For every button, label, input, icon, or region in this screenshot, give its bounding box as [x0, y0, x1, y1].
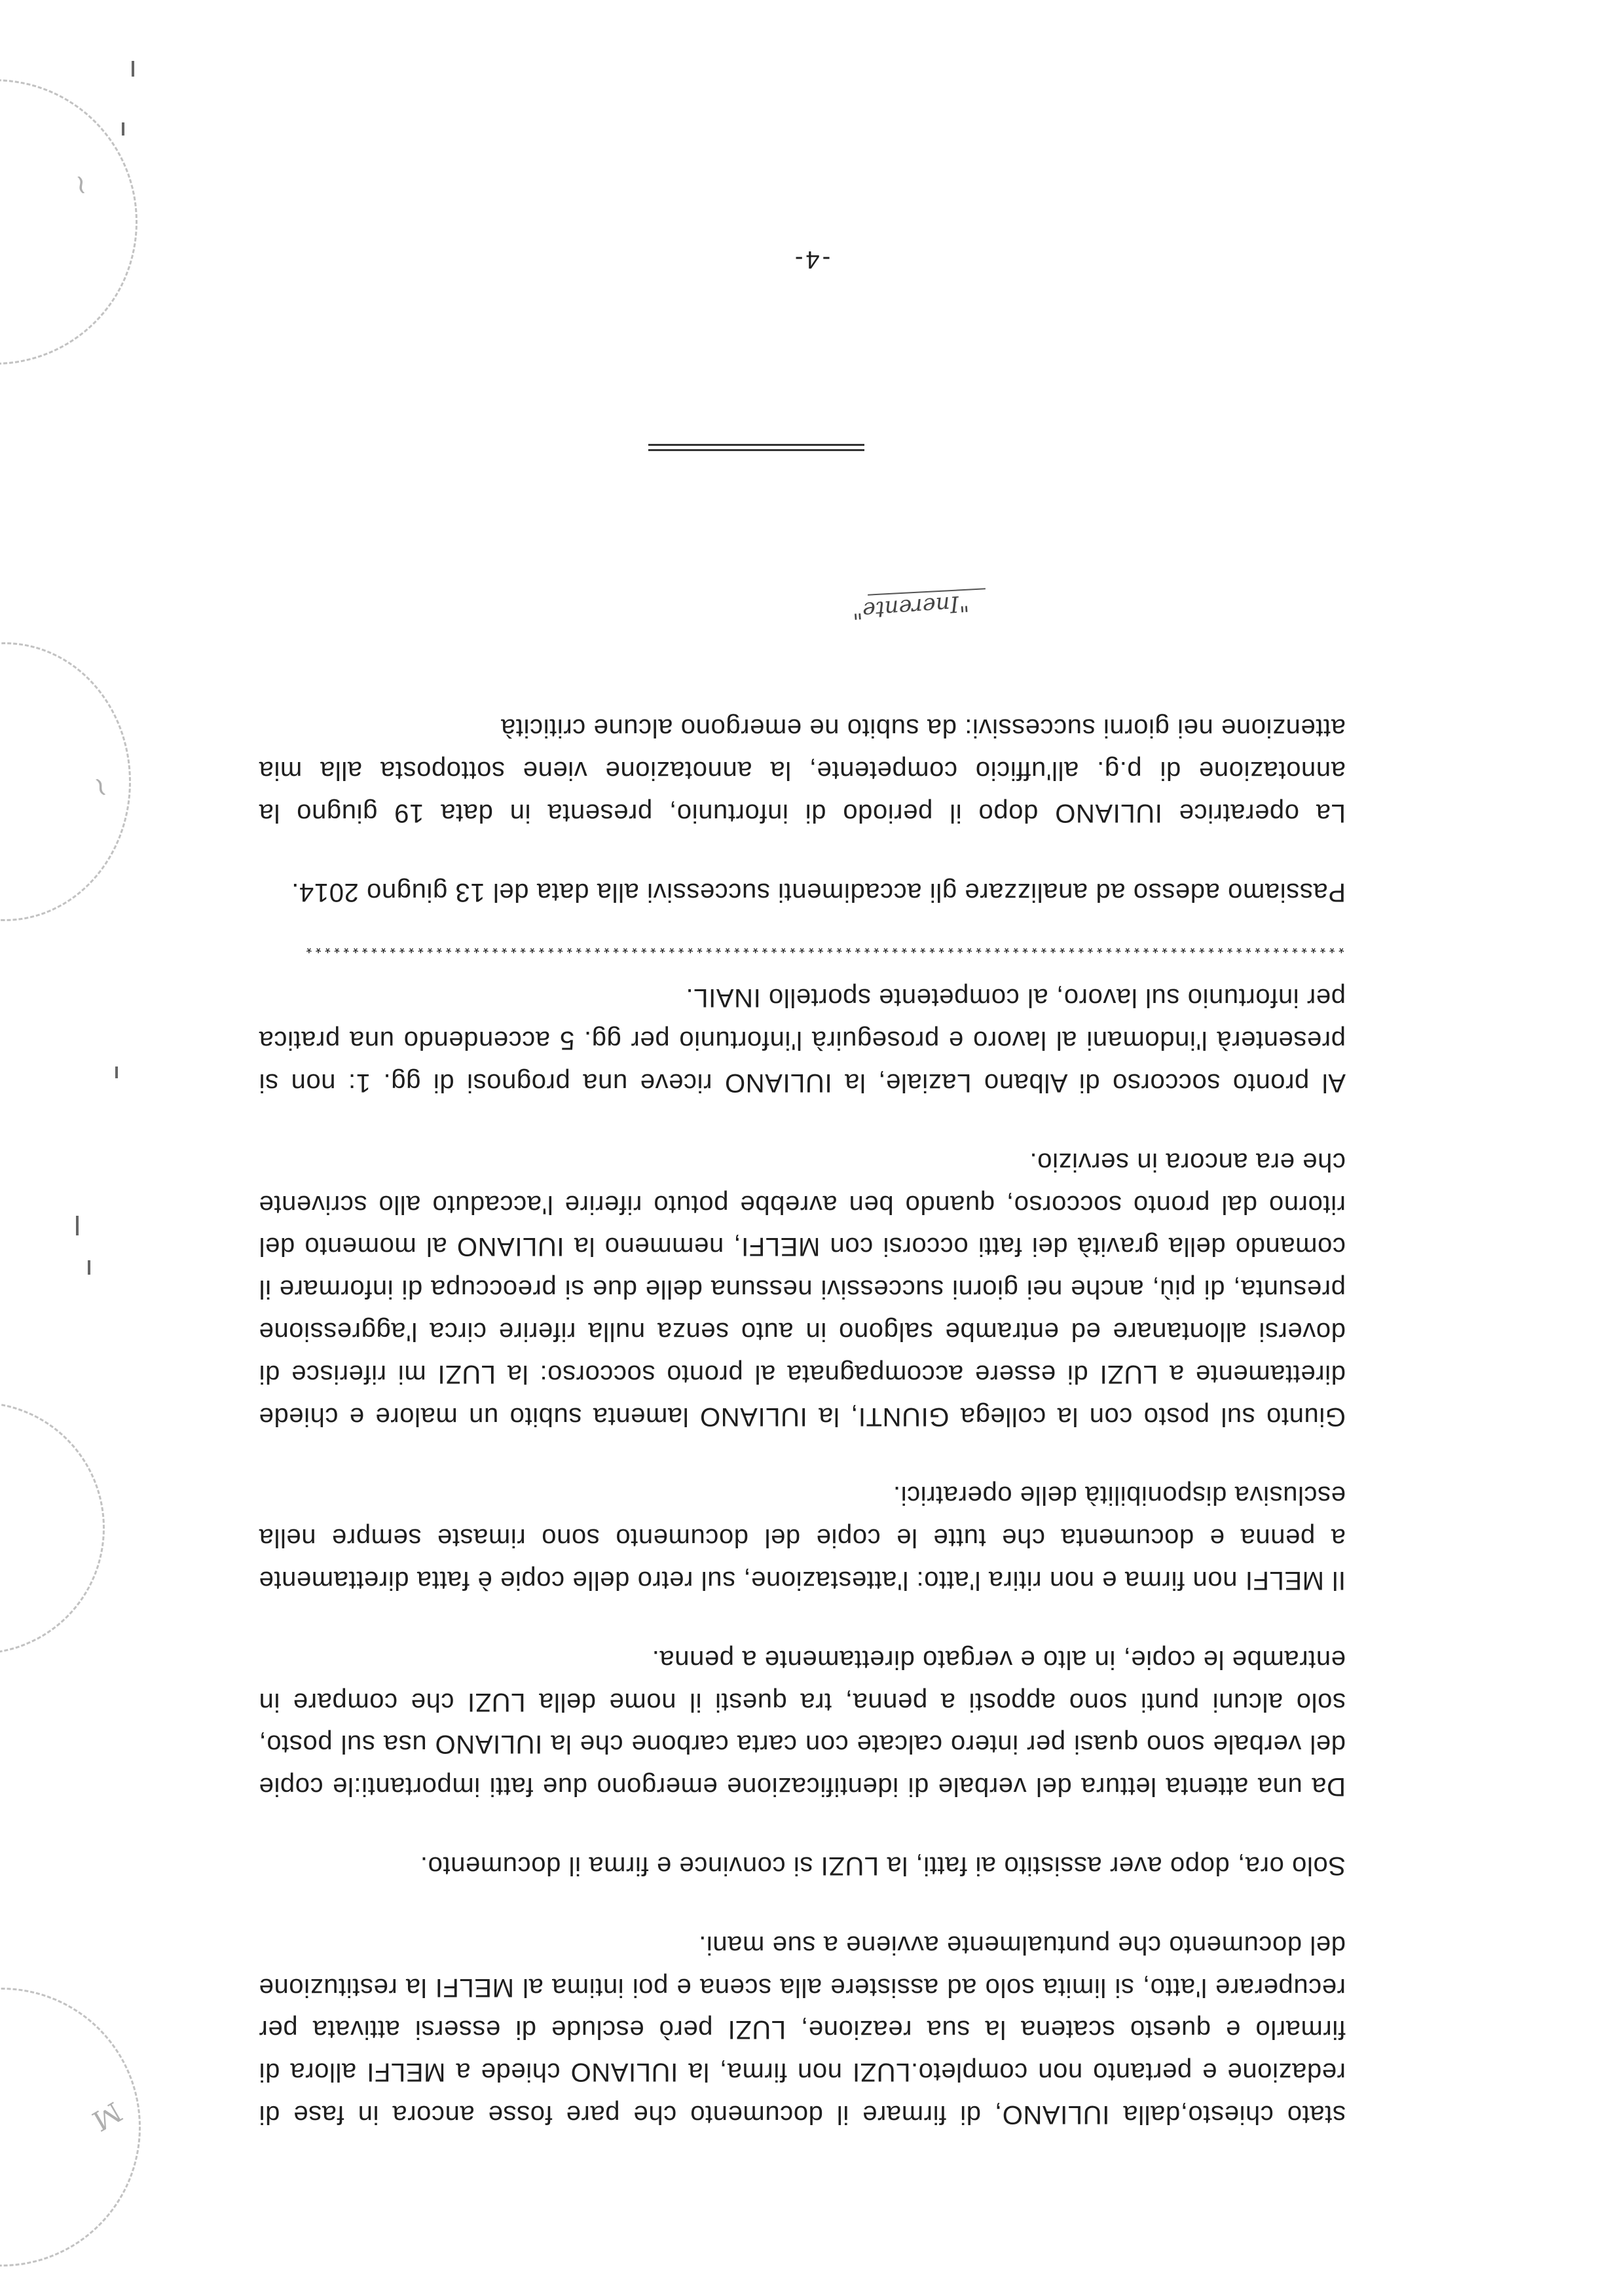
margin-mark — [88, 1260, 90, 1275]
page-number: -4- — [792, 246, 831, 273]
paragraph: Passiamo adesso ad analizzare gli accadimenti successivi alla data del 13 giugno 2014. — [291, 877, 1346, 907]
document-body — [259, 706, 1346, 2136]
paragraph: Al pronto soccorso di Albano Laziale, la IULIANO riceve una prognosi di gg. 1: non si presenterà l'indomani al lavoro e proseguirà l'infortunio per gg. 5 accendendo una pratica per infortunio sul lavoro, al competente sportello INAIL. — [259, 983, 1346, 1098]
paragraph: La operatrice IULIANO dopo il periodo di infortunio, presenta in data 19 giugno la annotazione di p.g. all'ufficio competente, la annotazione viene sottoposta alla mia attenzione nei giorni successivi: da subito ne emergono alcune criticità — [259, 714, 1346, 828]
paragraph: Solo ora, dopo aver assistito ai fatti, la LUZI si convince e firma il documento. — [420, 1851, 1346, 1881]
margin-mark — [115, 1066, 118, 1078]
margin-mark — [122, 122, 124, 136]
margin-mark — [132, 61, 134, 77]
stamp-fragment: M — [86, 2095, 128, 2138]
paragraph: stato chiesto,dalla IULIANO, di firmare il documento che pare fosse ancora in fase di redazione e pertanto non completo.LUZI non firma, la IULIANO chiede a MELFI allora di firmarlo e questo scatena la sua reazione, LUZI però esclude di essersi attivata per recuperare l'atto, si limita solo ad assistere alla scena e poi intima al MELFI la restituzione del documento che puntualmente avviene a sue mani. — [259, 1930, 1346, 2129]
stamp-circle — [0, 1402, 105, 1654]
stamp-circle — [0, 79, 138, 365]
underline-mark — [648, 444, 864, 446]
paragraph: Da una attenta lettura del verbale di identificazione emergono due fatti importanti:le copie del verbale sono quasi per intero calcate con carta carbone che la IULIANO usa sul posto, solo alcuni punti sono apposti a penna, tra questi il nome della LUZI che compare in entrambe le copie, in alto e vergato direttamente a penna. — [259, 1645, 1346, 1802]
handwritten-note: "Inerente" — [851, 589, 970, 625]
asterisk-separator: **************************************************************************************************************** — [304, 938, 1346, 955]
stamp-fragment: ~ — [62, 170, 98, 200]
margin-mark — [76, 1216, 79, 1235]
paragraph: Il MELFI non firma e non ritira l'atto: l'attestazione, sul retro delle copie è fatta direttamente a penna e documenta che tutte le copie del documento sono rimaste sempre nella esclusiva disponibilità delle operatrici. — [259, 1481, 1346, 1595]
paragraph: Giunto sul posto con la collega GIUNTI, la IULIANO lamenta subito un malore e chiede direttamente a LUZI di essere accompagnata al pronto soccorso: la LUZI mi riferisce di doversi allontanare ed entrambe salgono in auto senza nulla riferire circa l'aggressione presunta, di più, anche nei giorni successivi nessuna delle due si preoccupa di informare il comando della gravità dei fatti occorsi con MELFI, nemmeno la IULIANO al momento del ritorno dal pronto soccorso, quando ben avrebbe potuto riferire l'accaduto allo scrivente che era ancora in servizio. — [259, 1147, 1346, 1431]
stamp-fragment: ~ — [81, 771, 119, 804]
underline-mark — [648, 449, 864, 451]
